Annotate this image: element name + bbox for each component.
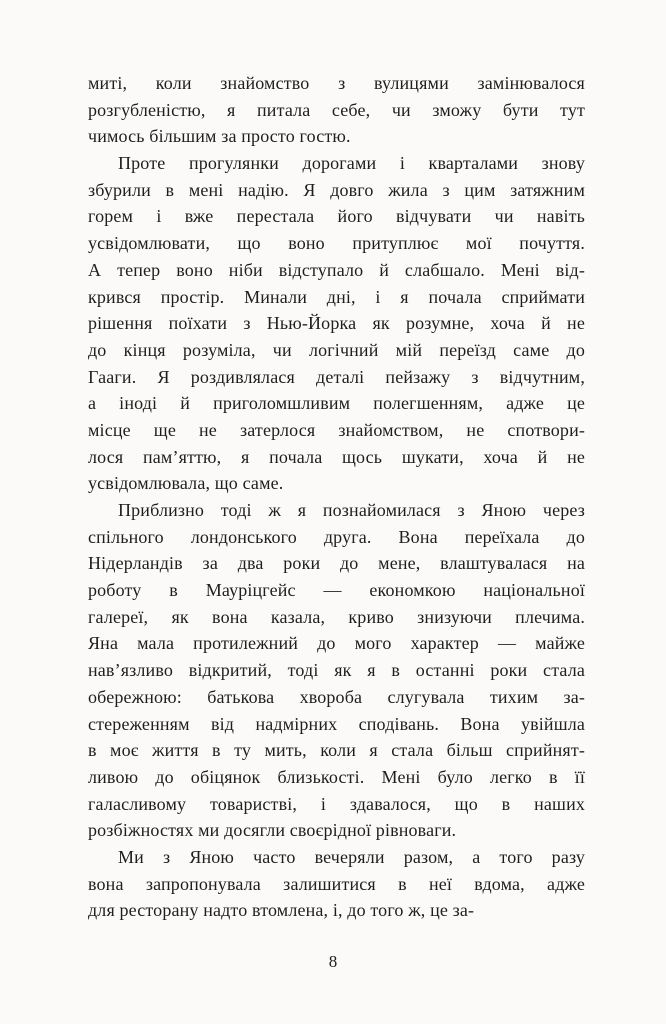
text-line: усвідомлювала, що саме. xyxy=(88,473,284,494)
text-line: до кінця розуміла, чи логічний мій переїзд саме до xyxy=(88,339,585,360)
text-line: Яна мала протилежний до мого характер — майже xyxy=(88,633,585,654)
text-line: ливою до обіцянок близькості. Мені було легко в її xyxy=(88,766,585,787)
paragraph xyxy=(88,497,585,844)
text-line: миті, коли знайомство з вулицями замінювалося xyxy=(88,73,585,93)
page-number: 8 xyxy=(328,952,338,971)
text-line: збурили в мені надію. Я довго жила з цим затяжним xyxy=(88,179,585,200)
text-line: Ми з Яною часто вечеряли разом, а того разу xyxy=(118,846,585,867)
text-line: галасливому товаристві, і здавалося, що в наших xyxy=(88,793,585,814)
text-line: Проте прогулянки дорогами і кварталами знову xyxy=(118,153,585,174)
text-line: для ресторану надто втомлена, і, до того ж, це за- xyxy=(88,900,475,921)
text-block xyxy=(88,70,585,924)
text-line: горем і вже перестала його відчувати чи навіть xyxy=(88,206,585,227)
paragraph xyxy=(88,844,585,924)
text-line: вона запропонувала залишитися в неї вдома, адже xyxy=(88,873,585,894)
text-line: чимось більшим за просто гостю. xyxy=(88,126,351,147)
paragraph xyxy=(88,150,585,497)
paragraph xyxy=(88,70,585,150)
text-line: Гааги. Я роздивлялася деталі пейзажу з відчутним, xyxy=(88,366,585,387)
text-line: в моє життя в ту мить, коли я стала більш сприйнят- xyxy=(88,740,585,761)
text-line: Нідерландів за два роки до мене, влаштувалася на xyxy=(88,553,585,574)
text-line: крився простір. Минали дні, і я почала сприймати xyxy=(88,286,585,307)
text-line: галереї, як вона казала, криво знизуючи плечима. xyxy=(88,606,585,627)
text-line: усвідомлювати, що воно притуплює мої почуття. xyxy=(88,233,585,254)
text-line: навʼязливо відкритий, тоді як я в останні роки стала xyxy=(88,660,585,681)
text-line: місце ще не затерлося знайомством, не спотвори- xyxy=(88,419,585,440)
text-line: а іноді й приголомшливим полегшенням, адже це xyxy=(88,393,585,414)
text-line: Приблизно тоді ж я познайомилася з Яною через xyxy=(118,500,585,520)
text-line: розбіжностях ми досягли своєрідної рівноваги. xyxy=(88,820,457,841)
text-line: роботу в Мауріцгейс — економкою національної xyxy=(88,580,585,601)
text-line: спільного лондонського друга. Вона переїхала до xyxy=(88,526,585,547)
text-line: стереженням від надмірних сподівань. Вона увійшла xyxy=(88,713,585,734)
text-line: рішення поїхати з Нью-Йорка як розумне, хоча й не xyxy=(88,313,585,334)
text-line: А тепер воно ніби відступало й слабшало. Мені від- xyxy=(88,259,585,280)
text-line: обережною: батькова хвороба слугувала тихим за- xyxy=(88,686,585,707)
text-line: розгубленістю, я питала себе, чи зможу бути тут xyxy=(88,99,585,120)
text-line: лося памʼяттю, я почала щось шукати, хоча й не xyxy=(88,446,585,467)
